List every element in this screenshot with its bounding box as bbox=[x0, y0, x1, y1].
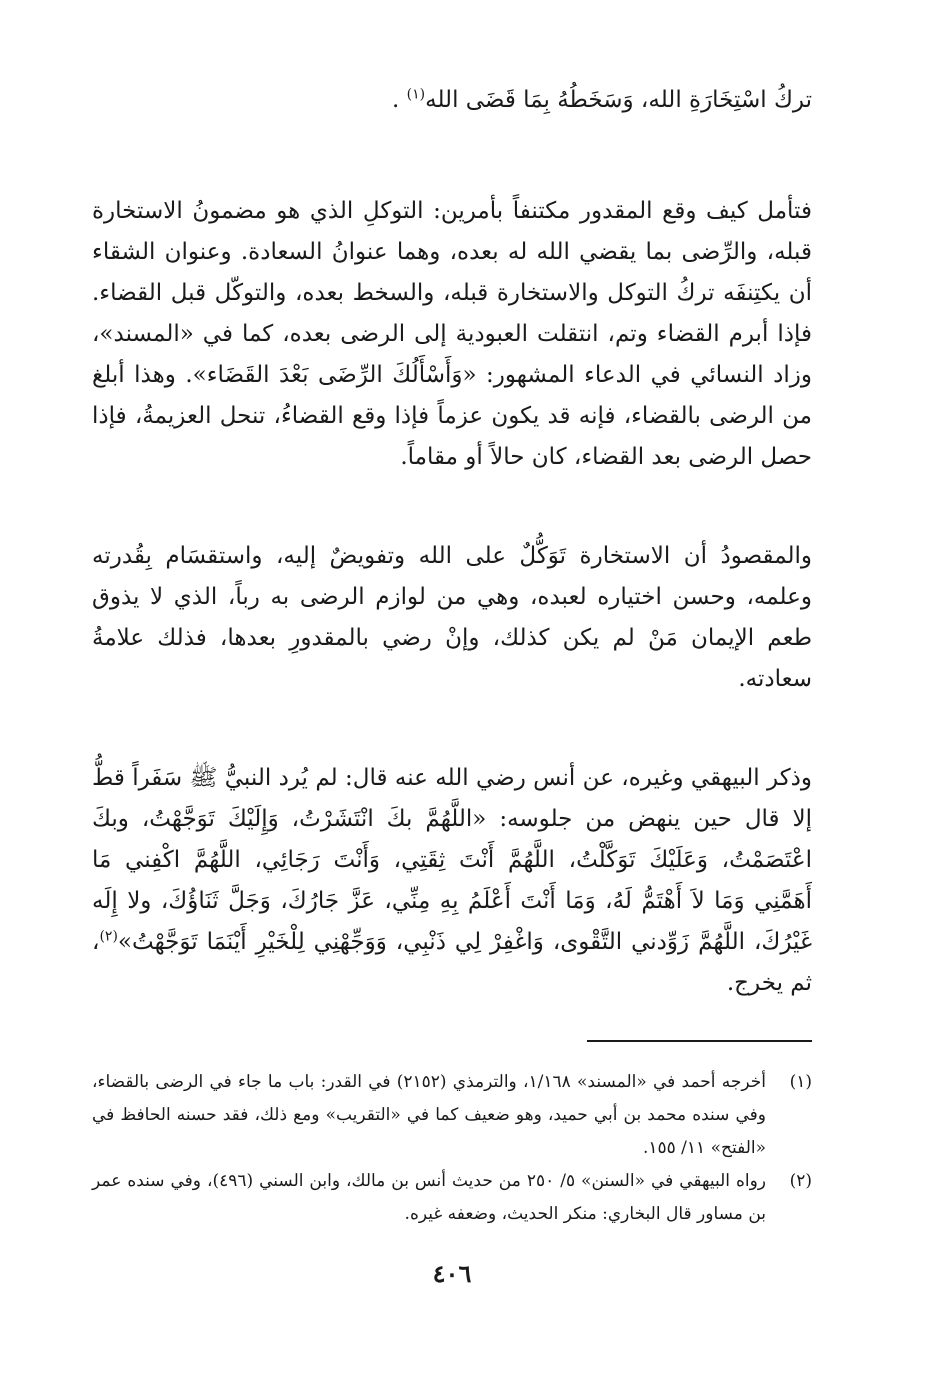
footnotes bbox=[92, 1066, 812, 1231]
footnote-1 bbox=[92, 1066, 812, 1165]
intro-line-text: تركُ اسْتِخَارَةِ الله، وَسَخَطُهُ بِمَا قَضَى الله bbox=[425, 87, 812, 113]
footnote-separator bbox=[587, 1040, 812, 1042]
paragraph-3-end: ، ثم يخرج. bbox=[92, 929, 812, 996]
footnote-ref-1[interactable]: (١) bbox=[406, 86, 426, 103]
intro-line bbox=[92, 80, 812, 121]
footnote-2-number: (٢) bbox=[789, 1171, 812, 1191]
intro-line-end: . bbox=[392, 87, 407, 113]
paragraph-3 bbox=[92, 758, 812, 1004]
footnote-ref-2[interactable]: (٢) bbox=[99, 928, 118, 945]
footnote-1-text: أخرجه أحمد في «المسند» ١/١٦٨، والترمذي (٢١٥٢) في القدر: باب ما جاء في الرضى بالقضاء، وفي سنده محمد بن أبي حميد، وهو ضعيف كما في «التقريب» ومع ذلك، فقد حسنه الحافظ في «الفتح» ١١/ ١٥٥. bbox=[92, 1072, 766, 1158]
footnote-1-number: (١) bbox=[789, 1072, 812, 1092]
footnote-2-text: رواه البيهقي في «السنن» ٥/ ٢٥٠ من حديث أنس بن مالك، وابن السني (٤٩٦)، وفي سنده عمر بن مساور قال البخاري: منكر الحديث، وضعفه غيره. bbox=[92, 1171, 766, 1224]
paragraph-3-text: وذكر البيهقي وغيره، عن أنس رضي الله عنه قال: لم يُرد النبيُّ ﷺ سَفَراً قطُّ إلا قال حين ينهض من جلوسه: «اللَّهُمَّ بكَ انْتَشَرْتُ، وَإِلَيْكَ تَوَجَّهْتُ، وبكَ اعْتَصَمْتُ، وَعَلَيْكَ تَوَكَّلْتُ، اللَّهُمَّ أَنْتَ ثِقَتِي، وَأَنْتَ رَجَائِي، اللَّهُمَّ اكْفِني مَا أَهَمَّنِي وَمَا لاَ أَهْتَمُّ لَهُ، وَمَا أَنْتَ أَعْلَمُ بِهِ مِنِّي، عَزَّ جَارُكَ، وَجَلَّ ثَنَاؤُكَ، ولا إِلَه غَيْرُكَ، اللَّهُمَّ زَوِّدني التَّقْوى، وَاغْفِرْ لِي ذَنْبِي، وَوَجِّهْنِي لِلْخَيْرِ أَيْنَمَا تَوَجَّهْتُ» bbox=[92, 765, 812, 955]
footnote-2 bbox=[92, 1165, 812, 1231]
paragraph-1: فتأمل كيف وقع المقدور مكتنفاً بأمرين: التوكلِ الذي هو مضمونُ الاستخارة قبله، والرِّضى بما يقضي الله له بعده، وهما عنوانُ السعادة. وعنوان الشقاء أن يكتِنفَه تركُ التوكل والاستخارة قبله، والسخط بعده، والتوكّل قبل القضاء. فإذا أبرم القضاء وتم، انتقلت العبودية إلى الرضى بعده، كما في «المسند»، وزاد النسائي في الدعاء المشهور: «وَأَسْأَلُكَ الرِّضَى بَعْدَ القَضَاء». وهذا أبلغ من الرضى بالقضاء، فإنه قد يكون عزماً فإذا وقع القضاءُ، تنحل العزيمةُ، فإذا حصل الرضى بعد القضاء، كان حالاً أو مقاماً. bbox=[92, 198, 812, 470]
book-page bbox=[92, 80, 812, 1288]
page-number: ٤٠٦ bbox=[432, 1259, 472, 1288]
paragraph-2: والمقصودُ أن الاستخارة تَوَكُّلٌ على الله وتفويضٌ إليه، واستقسَام بِقُدرته وعلمه، وحسن اختياره لعبده، وهي من لوازم الرضى به رباً، الذي لا يذوق طعم الإيمان مَنْ لم يكن كذلك، وإنْ رضي بالمقدورِ بعدها، فذلك علامةُ سعادته. bbox=[92, 543, 812, 692]
